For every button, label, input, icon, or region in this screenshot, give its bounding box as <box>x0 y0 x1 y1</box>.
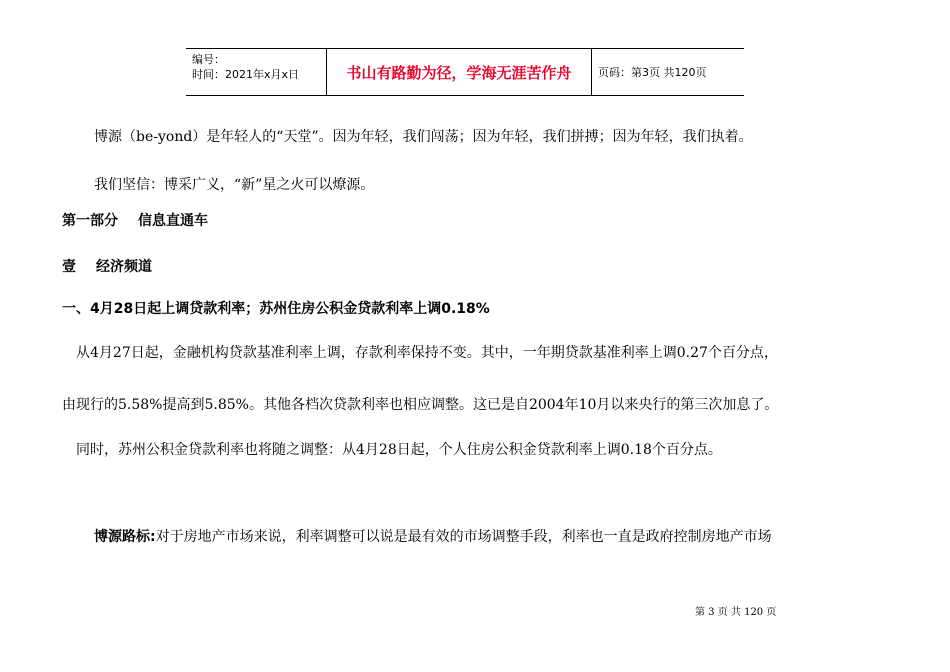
intro-paragraph-2: 我们坚信：博采广义，“新”星之火可以燎源。 <box>94 177 375 193</box>
header-motto: 书山有路勤为径，学海无涯苦作舟 <box>327 49 592 95</box>
section-heading-number: 壹 <box>62 259 76 275</box>
page-footer: 第 3 页 共 120 页 <box>695 607 777 618</box>
section-heading <box>62 256 152 276</box>
header-page-label: 页码：第3页 共120页 <box>598 66 707 79</box>
news-paragraph-1-line-1: 从4月27日起，金融机构贷款基准利率上调，存款利率保持不变。其中，一年期贷款基准利率上调0.27个百分点， <box>76 345 778 361</box>
part-heading-title: 信息直通车 <box>138 213 208 229</box>
comment-text: 对于房地产市场来说，利率调整可以说是最有效的市场调整手段，利率也一直是政府控制房地产市场 <box>155 529 772 545</box>
comment-label: 博源路标: <box>94 529 156 545</box>
intro-paragraph-1: 博源（be-yond）是年轻人的“天堂”。因为年轻，我们闯荡；因为年轻，我们拼搏；因为年轻，我们执着。 <box>94 129 753 145</box>
header-time-label: 时间：2021年x月x日 <box>192 68 300 81</box>
section-heading-title: 经济频道 <box>96 259 152 275</box>
comment-paragraph <box>94 526 772 546</box>
news-paragraph-2: 同时，苏州公积金贷款利率也将随之调整：从4月28日起，个人住房公积金贷款利率上调0.18个百分点。 <box>76 442 722 458</box>
document-header <box>186 48 744 96</box>
item-heading: 一、4月28日起上调贷款利率；苏州住房公积金贷款利率上调0.18% <box>62 301 490 317</box>
news-paragraph-1-line-2: 由现行的5.58%提高到5.85%。其他各档次贷款利率也相应调整。这已是自2004年10月以来央行的第三次加息了。 <box>62 397 779 413</box>
part-heading-number: 第一部分 <box>62 213 118 229</box>
part-heading <box>62 210 208 230</box>
header-meta-cell <box>186 49 327 95</box>
header-number-label: 编号： <box>192 53 225 66</box>
